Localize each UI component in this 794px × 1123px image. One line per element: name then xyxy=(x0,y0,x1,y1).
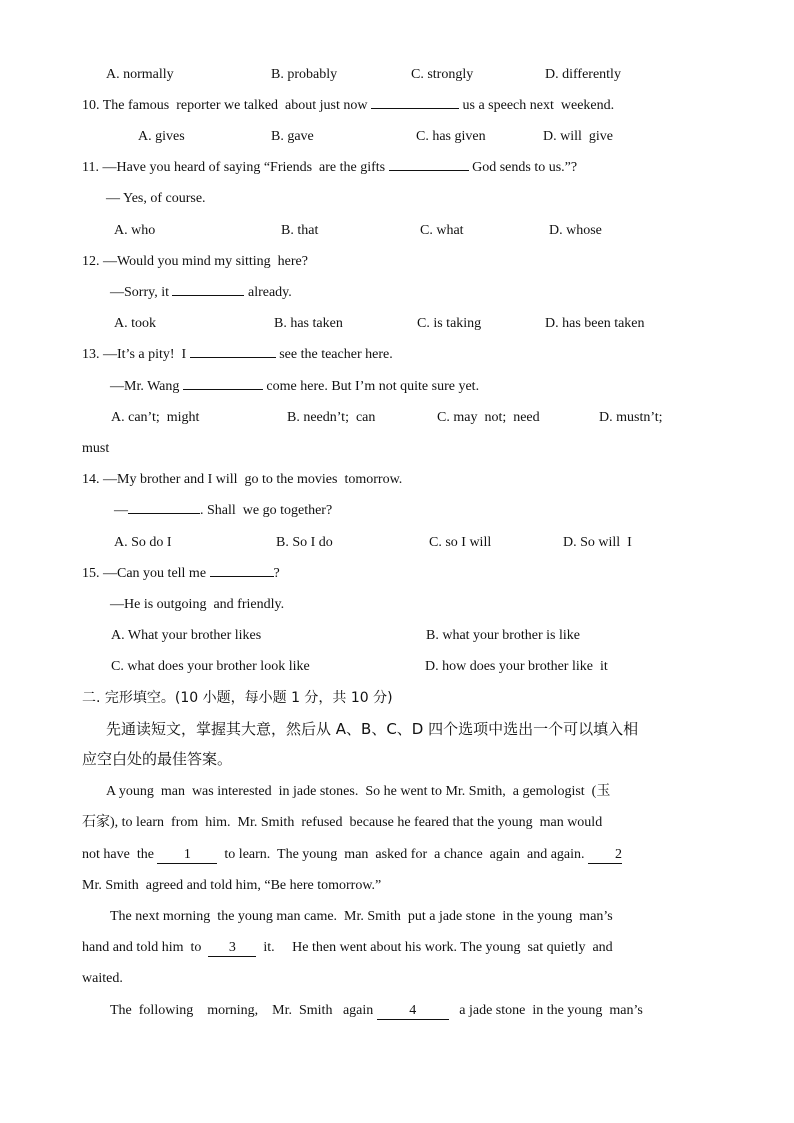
q14-option-c[interactable]: C. so I will xyxy=(429,535,492,550)
q11-stem-before: 11. —Have you heard of saying “Friends are the gifts xyxy=(82,160,389,175)
q15-option-c[interactable]: C. what does your brother look like xyxy=(111,659,310,674)
q11-reply: — Yes, of course. xyxy=(106,191,206,206)
q10-option-d[interactable]: D. will give xyxy=(543,129,613,144)
q12-option-d[interactable]: D. has been taken xyxy=(545,316,645,331)
passage-p2-line2-b: it. He then went about his work. The young sat quietly and xyxy=(256,940,613,955)
q13-answer-blank-1[interactable] xyxy=(190,357,276,358)
q15-stem-before: 15. —Can you tell me xyxy=(82,566,210,581)
q14-reply-after: . Shall we go together? xyxy=(200,503,333,518)
q11-option-d[interactable]: D. whose xyxy=(549,223,602,238)
q10-answer-blank[interactable] xyxy=(371,108,459,109)
section2-instruction-line2: 应空白处的最佳答案。 xyxy=(82,750,233,768)
q15-answer-blank[interactable] xyxy=(210,576,274,577)
q12-reply xyxy=(110,284,292,302)
q11-stem-after: God sends to us.”? xyxy=(468,160,578,175)
q11-option-a[interactable]: A. who xyxy=(114,223,156,238)
q13-reply-after: come here. But I’m not quite sure yet. xyxy=(262,379,480,394)
q15-option-a[interactable]: A. What your brother likes xyxy=(111,628,262,643)
q12-answer-blank[interactable] xyxy=(172,295,244,296)
q12-stem: 12. —Would you mind my sitting here? xyxy=(82,254,308,269)
q14-reply-before: — xyxy=(114,503,128,518)
passage-p1-line3-a: not have the xyxy=(82,847,158,862)
q13-option-d-wrap: must xyxy=(82,441,110,456)
q10-stem xyxy=(82,97,614,115)
passage-p2-line2-a: hand and told him to xyxy=(82,940,209,955)
q13-stem xyxy=(82,346,393,364)
q13-option-c[interactable]: C. may not; need xyxy=(437,410,540,425)
q12-option-c[interactable]: C. is taking xyxy=(417,316,482,331)
cloze-blank-1[interactable]: 1 xyxy=(157,847,217,864)
q14-stem: 14. —My brother and I will go to the movies tomorrow. xyxy=(82,472,403,487)
q10-option-c[interactable]: C. has given xyxy=(416,129,486,144)
q10-option-b[interactable]: B. gave xyxy=(271,129,314,144)
q10-stem-before: 10. The famous reporter we talked about just now xyxy=(82,98,372,113)
q11-stem xyxy=(82,159,577,177)
q9-option-c[interactable]: C. strongly xyxy=(411,67,474,82)
q13-stem-before: 13. —It’s a pity! I xyxy=(82,347,190,362)
passage-p1-line4: Mr. Smith agreed and told him, “Be here tomorrow.” xyxy=(82,878,382,893)
passage-p2-line2 xyxy=(82,939,613,957)
passage-p3-line1 xyxy=(110,1002,643,1020)
q12-option-a[interactable]: A. took xyxy=(114,316,156,331)
q13-stem-after: see the teacher here. xyxy=(275,347,393,362)
q13-answer-blank-2[interactable] xyxy=(183,389,263,390)
q14-option-b[interactable]: B. So I do xyxy=(276,535,333,550)
cloze-blank-2[interactable]: 2 xyxy=(588,847,622,864)
q13-option-a[interactable]: A. can’t; might xyxy=(111,410,200,425)
q14-reply xyxy=(114,502,332,520)
q9-option-d[interactable]: D. differently xyxy=(545,67,621,82)
q15-option-b[interactable]: B. what your brother is like xyxy=(426,628,580,643)
q10-option-a[interactable]: A. gives xyxy=(138,129,185,144)
section2-instruction-line1: 先通读短文，掌握其大意，然后从 A、B、C、D 四个选项中选出一个可以填入相 xyxy=(106,720,639,738)
q10-stem-after: us a speech next weekend. xyxy=(459,98,615,113)
q15-stem-after: ? xyxy=(273,566,280,581)
q11-option-b[interactable]: B. that xyxy=(281,223,319,238)
q15-stem xyxy=(82,565,280,583)
q15-option-d[interactable]: D. how does your brother like it xyxy=(425,659,608,674)
passage-p3-line1-b: a jade stone in the young man’s xyxy=(448,1003,643,1018)
q14-option-d[interactable]: D. So will I xyxy=(563,535,632,550)
passage-p1-line2: 石家), to learn from him. Mr. Smith refused because he feared that the young man would xyxy=(82,815,603,830)
passage-p1-line1: A young man was interested in jade stones. So he went to Mr. Smith, a gemologist (玉 xyxy=(106,784,611,799)
q14-answer-blank[interactable] xyxy=(128,513,200,514)
passage-p2-line1: The next morning the young man came. Mr. Smith put a jade stone in the young man’s xyxy=(110,909,613,924)
passage-p1-line3 xyxy=(82,846,622,864)
q13-option-b[interactable]: B. needn’t; can xyxy=(287,410,376,425)
cloze-blank-4[interactable]: 4 xyxy=(377,1003,449,1020)
q9-option-b[interactable]: B. probably xyxy=(271,67,338,82)
q14-option-a[interactable]: A. So do I xyxy=(114,535,172,550)
q11-answer-blank[interactable] xyxy=(389,170,469,171)
passage-p3-line1-a: The following morning, Mr. Smith again xyxy=(110,1003,377,1018)
q13-option-d[interactable]: D. mustn’t; xyxy=(599,410,663,425)
q12-reply-before: —Sorry, it xyxy=(110,285,173,300)
q13-reply-before: —Mr. Wang xyxy=(110,379,183,394)
section2-heading: 二. 完形填空。(10 小题，每小题 1 分，共 10 分) xyxy=(82,690,393,706)
q9-option-a[interactable]: A. normally xyxy=(106,67,174,82)
q12-option-b[interactable]: B. has taken xyxy=(274,316,343,331)
cloze-blank-3[interactable]: 3 xyxy=(208,940,256,957)
passage-p1-line3-b: to learn. The young man asked for a chance again and again. xyxy=(217,847,589,862)
q15-reply: —He is outgoing and friendly. xyxy=(110,597,285,612)
q13-reply xyxy=(110,378,479,396)
passage-p2-line3: waited. xyxy=(82,971,123,986)
q12-reply-after: already. xyxy=(244,285,292,300)
q11-option-c[interactable]: C. what xyxy=(420,223,464,238)
